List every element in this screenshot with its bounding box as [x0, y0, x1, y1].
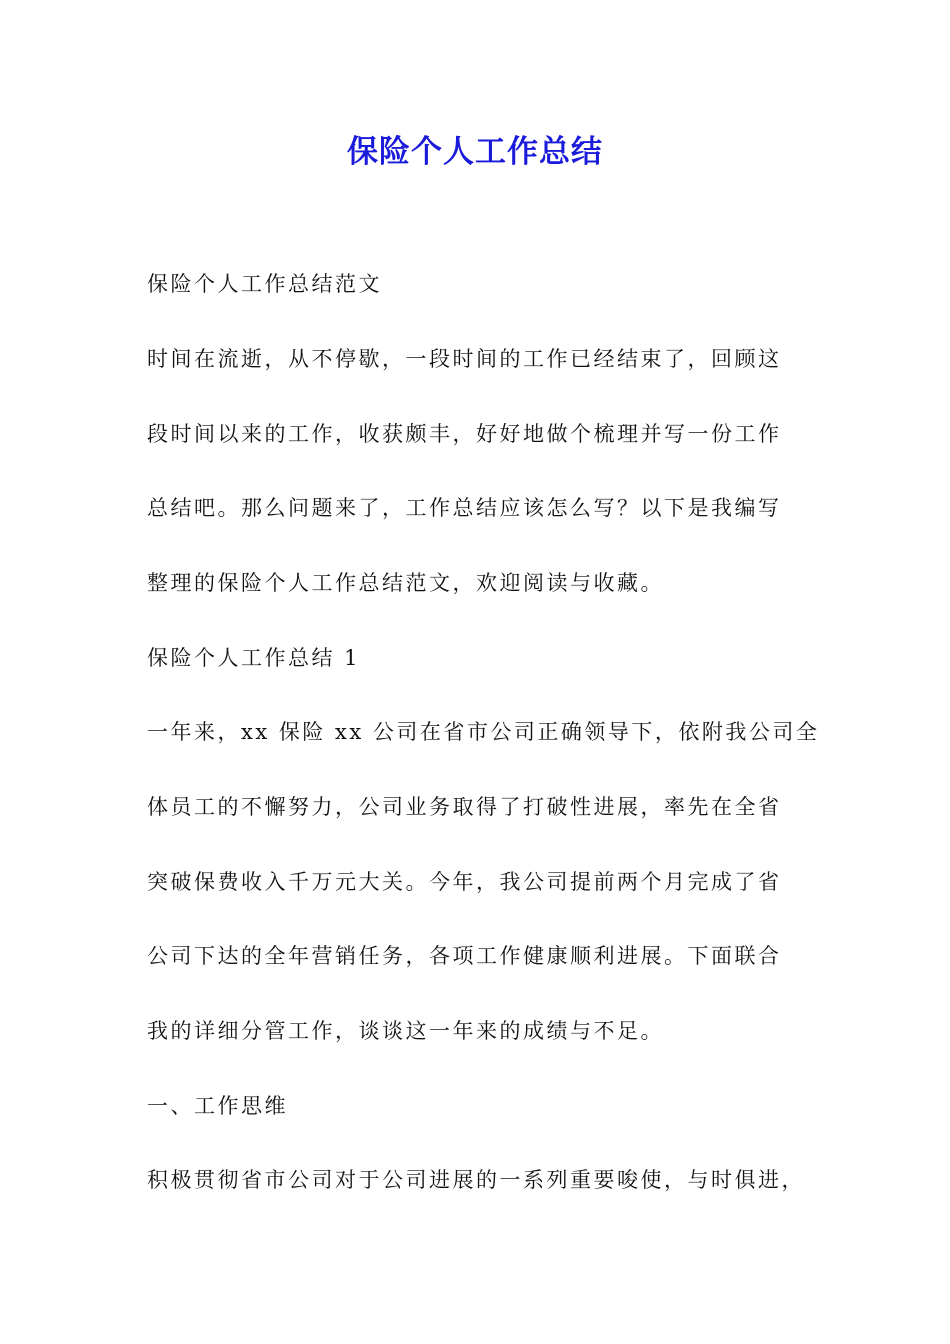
document-title: 保险个人工作总结	[347, 134, 603, 170]
paragraph-line: 突破保费收入千万元大关。今年，我公司提前两个月完成了省	[147, 870, 782, 894]
paragraph-line: 公司下达的全年营销任务，各项工作健康顺利进展。下面联合	[147, 944, 782, 968]
paragraph-line: 时间在流逝，从不停歇，一段时间的工作已经结束了，回顾这	[147, 347, 782, 371]
paragraph-line: 总结吧。那么问题来了，工作总结应该怎么写？以下是我编写	[147, 496, 782, 520]
paragraph-line: 一年来，xx 保险 xx 公司在省市公司正确领导下，依附我公司全	[147, 720, 820, 744]
paragraph-line: 我的详细分管工作，谈谈这一年来的成绩与不足。	[147, 1019, 664, 1043]
section-heading: 一、工作思维	[147, 1094, 288, 1118]
paragraph-line: 体员工的不懈努力，公司业务取得了打破性进展，率先在全省	[147, 795, 782, 819]
paragraph-line: 整理的保险个人工作总结范文，欢迎阅读与收藏。	[147, 571, 664, 595]
subtitle-line: 保险个人工作总结范文	[147, 272, 382, 296]
paragraph-line: 积极贯彻省市公司对于公司进展的一系列重要唆使，与时俱进，	[147, 1168, 805, 1192]
paragraph-line: 段时间以来的工作，收获颇丰，好好地做个梳理并写一份工作	[147, 422, 782, 446]
section-heading: 保险个人工作总结 1	[147, 646, 361, 670]
